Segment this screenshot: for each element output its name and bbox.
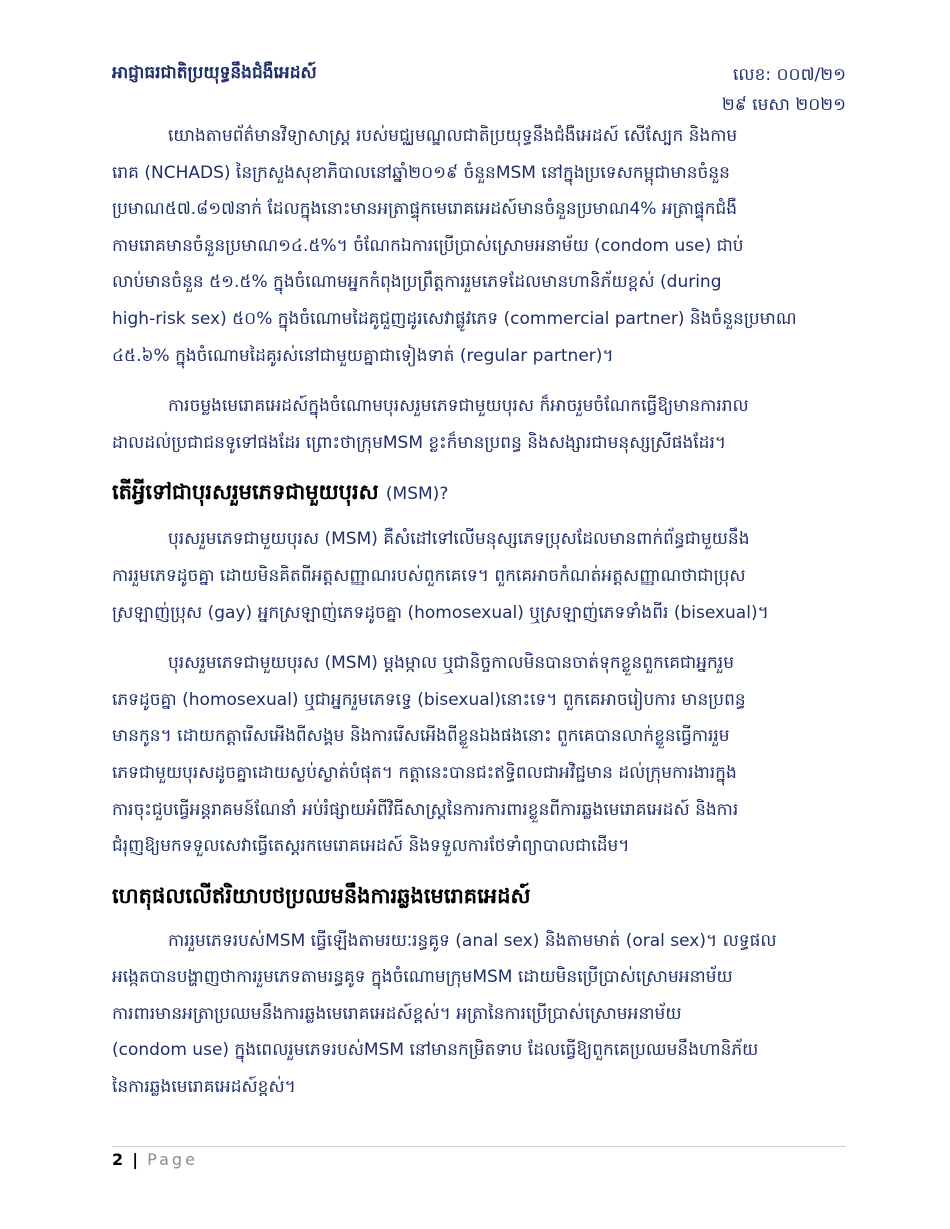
paragraph-line: ការរួមភេទដូចគ្នា ដោយមិនគិតពីអត្តសញ្ញាណរបស់ពួកគេទេ។ ពួកគេអាចកំណត់អត្តសញ្ញាណថាជាប្រុស: [112, 565, 746, 586]
paragraph-line: ការចុះជួបធ្វើអន្តរាគមន៍ណែនាំ អប់រំផ្សាយអំពីវិធីសាស្ត្រនៃការការពារខ្លួនពីការឆ្លងមេរោគអេដស៍ និងការ: [112, 799, 739, 820]
paragraph-line: ការរួមភេទរបស់MSM ធ្វើឡើងតាមរយៈរន្ធគូទ (anal sex) និងតាមមាត់ (oral sex)។ លទ្ធផល: [168, 930, 777, 951]
paragraph-line: មានកូន។ ដោយកត្តារើសអើងពីសង្គម និងការរើសអើងពីខ្លួនឯងផងនោះ ពួកគេបានលាក់ខ្លួនធ្វើការរួម: [112, 726, 730, 747]
footer-separator: |: [132, 1150, 139, 1169]
paragraph-line: បុរសរួមភេទជាមួយបុរស (MSM) គឺសំដៅទៅលើមនុស្សភេទប្រុសដែលមានពាក់ព័ន្ធជាមួយនឹង: [168, 529, 750, 550]
paragraph-line: នៃការឆ្លងមេរោគអេដស៍ខ្ពស់។: [112, 1077, 296, 1098]
page-number: 2: [112, 1150, 124, 1169]
paragraph-line: រោគ (NCHADS) នៃក្រសួងសុខាភិបាលនៅឆ្នាំ២០១៩ ចំនួនMSM នៅក្នុងប្រទេសកម្ពុជាមានចំនួន: [112, 162, 730, 183]
paragraph-line: ៤៥.៦% ក្នុងចំណោមដៃគូរស់នៅជាមួយគ្នាជាទៀងទាត់ (regular partner)។: [112, 345, 614, 366]
paragraph-statistics: [112, 118, 846, 374]
paragraph-transmission: [112, 388, 846, 461]
document-body: [112, 118, 846, 1120]
paragraph-line: (condom use) ក្នុងពេលរួមភេទរបស់MSM នៅមានកម្រិតទាប ដែលធ្វើឱ្យពួកគេប្រឈមនឹងហានិភ័យ: [112, 1040, 759, 1061]
section-heading-what-is-msm: [112, 475, 846, 511]
page-footer: [112, 1150, 198, 1169]
paragraph-line: យោងតាមព័ត៌មានវិទ្យាសាស្ត្រ របស់មជ្ឈមណ្ឌលជាតិប្រយុទ្ធនឹងជំងឺអេដស៍ សើស្បែក និងកាម: [168, 126, 738, 146]
paragraph-risk-behavior: [112, 923, 846, 1106]
paragraph-line: ជំរុញឱ្យមកទទួលសេវាធ្វើតេស្តរកមេរោគអេដស៍ និងទទួលការថែទាំព្យាបាលជាដើម។: [112, 836, 630, 857]
heading-latin: (MSM)?: [385, 484, 449, 505]
document-date: ២៩ មេសា ២០២១: [721, 95, 846, 115]
paragraph-msm-definition: [112, 521, 846, 631]
document-number: លេខ: ០០៧/២១: [733, 65, 846, 85]
paragraph-line: ការចម្លងមេរោគអេដស៍ក្នុងចំណោមបុរសរួមភេទជាមួយបុរស ក៏អាចរួមចំណែកធ្វើឱ្យមានការរាល: [168, 396, 749, 417]
paragraph-line: បុរសរួមភេទជាមួយបុរស (MSM) ម្តងម្កាល ឬជានិច្ចកាលមិនបានចាត់ទុកខ្លួនពួកគេជាអ្នករួម: [168, 653, 734, 674]
paragraph-line: ប្រមាណ៥៧.៨១៧នាក់ ដែលក្នុងនោះមានអត្រាផ្ទុកមេរោគអេដស៍មានចំនួនប្រមាណ4% អត្រាផ្ទុកជំងឺ: [112, 199, 738, 220]
paragraph-line: high-risk sex) ៥០% ក្នុងចំណោមដៃគូជួញដូរសេវាផ្លូវភេទ (commercial partner) និងចំនួនប្រមាណ: [112, 308, 797, 329]
section-heading-risk-behavior: ហេតុផលលើឥរិយាបថប្រឈមនឹងការឆ្លងមេរោគអេដស៍: [112, 883, 531, 908]
paragraph-line: ភេទជាមួយបុរសដូចគ្នាដោយស្ងប់ស្ងាត់បំផុត។ កត្តានេះបានជះឥទ្ធិពលជាអវិជ្ជមាន ដល់ក្រុមការងារក្នុង: [112, 762, 737, 783]
header-reference: [722, 60, 846, 120]
paragraph-line: ភេទដូចគ្នា (homosexual) ឬជាអ្នករួមភេទទ្វេ (bisexual)នោះទេ។ ពួកគេអាចរៀបការ មានប្រពន្ធ: [112, 689, 746, 710]
organization-name: អាជ្ញាធរជាតិប្រយុទ្ធនឹងជំងឺអេដស៍: [112, 63, 317, 83]
paragraph-line: ដាលដល់ប្រជាជនទូទៅផងដែរ ព្រោះថាក្រុមMSM ខ្លះក៏មានប្រពន្ធ និងសង្សារជាមនុស្សស្រីផងដែរ។: [112, 432, 727, 453]
paragraph-line: អង្កេតបានបង្ហាញថាការរួមភេទតាមរន្ធគូទ ក្នុងចំណោមក្រុមMSM ដោយមិនប្រើប្រាស់ស្រោមអនាម័យ: [112, 967, 733, 988]
paragraph-line: ស្រឡាញ់ប្រុស (gay) អ្នកស្រឡាញ់ភេទដូចគ្នា (homosexual) ឬស្រឡាញ់ភេទទាំងពីរ (bisexual)។: [112, 602, 769, 623]
heading-text: តើអ្វីទៅជាបុរសរួមភេទជាមួយបុរស: [112, 480, 379, 505]
page-label: Page: [147, 1150, 198, 1169]
footer-divider: [112, 1146, 846, 1147]
paragraph-line: កាមរោគមានចំនួនប្រមាណ១៤.៥%។ ចំណែកឯការប្រើប្រាស់ស្រោមអនាម័យ (condom use) ជាប់: [112, 235, 744, 256]
paragraph-line: ការពារមានអត្រាប្រឈមនឹងការឆ្លងមេរោគអេដស៍ខ្ពស់។ អត្រានៃការប្រើប្រាស់ស្រោមអនាម័យ: [112, 1003, 682, 1024]
paragraph-msm-identity: [112, 645, 846, 865]
paragraph-line: លាប់មានចំនួន ៥១.៥% ក្នុងចំណោមអ្នកកំពុងប្រព្រឹត្តការរួមភេទដែលមានហានិភ័យខ្ពស់ (during: [112, 272, 722, 293]
